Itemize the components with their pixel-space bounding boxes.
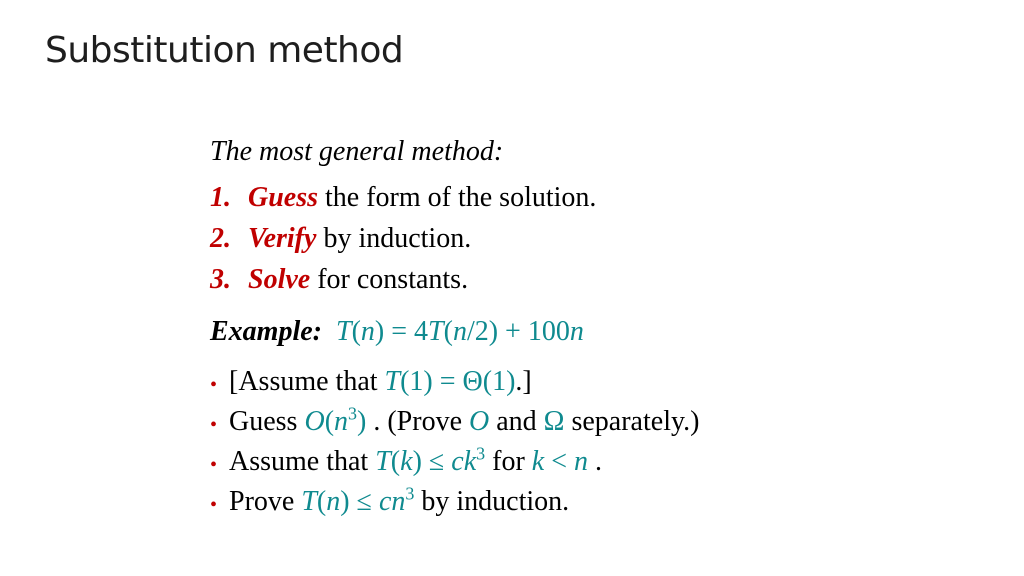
step-text: by induction. (323, 223, 472, 254)
bullet-item-3: • Assume that $T(k) \le ck^3$ for k < n . (210, 443, 603, 477)
example-label: Example: (210, 316, 322, 347)
bullet-icon: • (210, 414, 218, 436)
bullet-icon: • (210, 374, 218, 396)
step-1 (210, 182, 596, 214)
step-3 (210, 264, 468, 296)
intro-text: The most general method: (210, 136, 504, 167)
example-recurrence: T(n) = 4T(n/2) + 100n (336, 316, 584, 347)
step-text: for constants. (317, 264, 469, 295)
bullet-icon: • (210, 454, 218, 476)
step-keyword: Guess (248, 182, 319, 213)
step-text: the form of the solution. (325, 182, 597, 213)
step-2 (210, 223, 471, 255)
slide-title: Substitution method (45, 30, 404, 71)
step-number: 2. (210, 223, 231, 254)
step-number: 3. (210, 264, 231, 295)
step-keyword: Solve (248, 264, 311, 295)
step-number: 1. (210, 182, 231, 213)
bullet-item-1: • [Assume that T(1) = Θ(1).] (210, 366, 532, 397)
bullet-item-4: • Prove $T(n) \le cn^3$ by induction. (210, 483, 570, 517)
bullet-item-2: • Guess $O(n^3)$ . (Prove O and Ω separately.) (210, 403, 700, 437)
step-keyword: Verify (248, 223, 317, 254)
bullet-icon: • (210, 494, 218, 516)
example-line (210, 316, 584, 348)
